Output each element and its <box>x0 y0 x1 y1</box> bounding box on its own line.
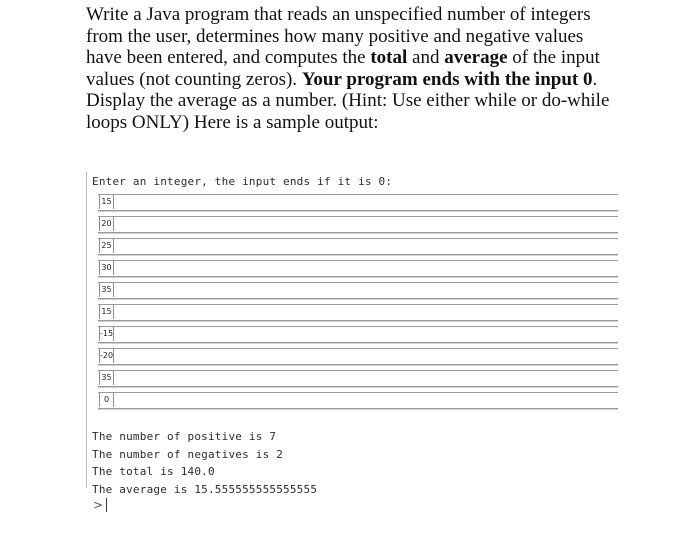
input-entry-value[interactable]: 20 <box>99 217 114 231</box>
input-row-frame <box>98 370 618 387</box>
sample-output-console <box>86 168 620 520</box>
input-row <box>86 391 620 413</box>
input-entry-value[interactable]: 0 <box>99 393 114 407</box>
question-segment: . Display the average as a number. (Hint: Use either while or do-while loops ONLY) Here is a sample output: <box>86 68 610 133</box>
question-segment: Write a Java program that reads an unspecified number of integers from the user, determines how many positive and negative values have been entered, and computes the <box>86 4 591 69</box>
input-row <box>86 325 620 347</box>
input-row-frame <box>98 304 618 321</box>
question-emphasis: average <box>444 47 508 69</box>
input-entry-value[interactable]: 35 <box>99 371 114 385</box>
console-prompt: Enter an integer, the input ends if it is 0: <box>92 175 393 188</box>
input-row-frame <box>98 260 618 277</box>
input-entry-value[interactable]: -20 <box>99 349 114 363</box>
input-row <box>86 303 620 325</box>
cursor-prompt-icon: > <box>93 498 104 512</box>
console-cursor-line[interactable] <box>93 498 107 514</box>
input-row-frame <box>98 326 618 343</box>
output-line: The total is 140.0 <box>92 465 215 479</box>
input-entry-value[interactable]: 30 <box>99 261 114 275</box>
input-row-frame <box>98 216 618 233</box>
input-entry-value[interactable]: 15 <box>99 305 114 319</box>
input-entry-value[interactable]: 15 <box>99 195 114 209</box>
input-row-frame <box>98 282 618 299</box>
question-emphasis: total <box>370 47 408 69</box>
input-row <box>86 347 620 369</box>
input-row-frame <box>98 348 618 365</box>
input-row <box>86 369 620 391</box>
output-line: The number of positive is 7 <box>92 430 277 443</box>
question-emphasis: Your program ends with the input 0 <box>301 68 593 90</box>
input-entry-value[interactable]: 35 <box>99 283 114 297</box>
text-caret <box>106 498 107 512</box>
question-segment: and <box>407 47 445 69</box>
input-row <box>86 193 620 215</box>
input-row <box>86 259 620 281</box>
console-output <box>92 428 317 498</box>
input-entry-value[interactable]: 25 <box>99 239 114 253</box>
input-row-frame <box>98 238 618 255</box>
question-segment: of the input values (not counting zeros). <box>86 47 600 90</box>
input-rows <box>86 193 620 413</box>
input-row <box>86 281 620 303</box>
output-line: The number of negatives is 2 <box>92 447 284 461</box>
input-row <box>86 237 620 259</box>
input-row <box>86 215 620 237</box>
input-row-frame <box>98 194 618 211</box>
output-line: The average is 15.555555555555555 <box>92 482 318 496</box>
input-row-frame <box>98 392 618 409</box>
question-text <box>86 4 616 134</box>
input-entry-value[interactable]: -15 <box>99 327 114 341</box>
